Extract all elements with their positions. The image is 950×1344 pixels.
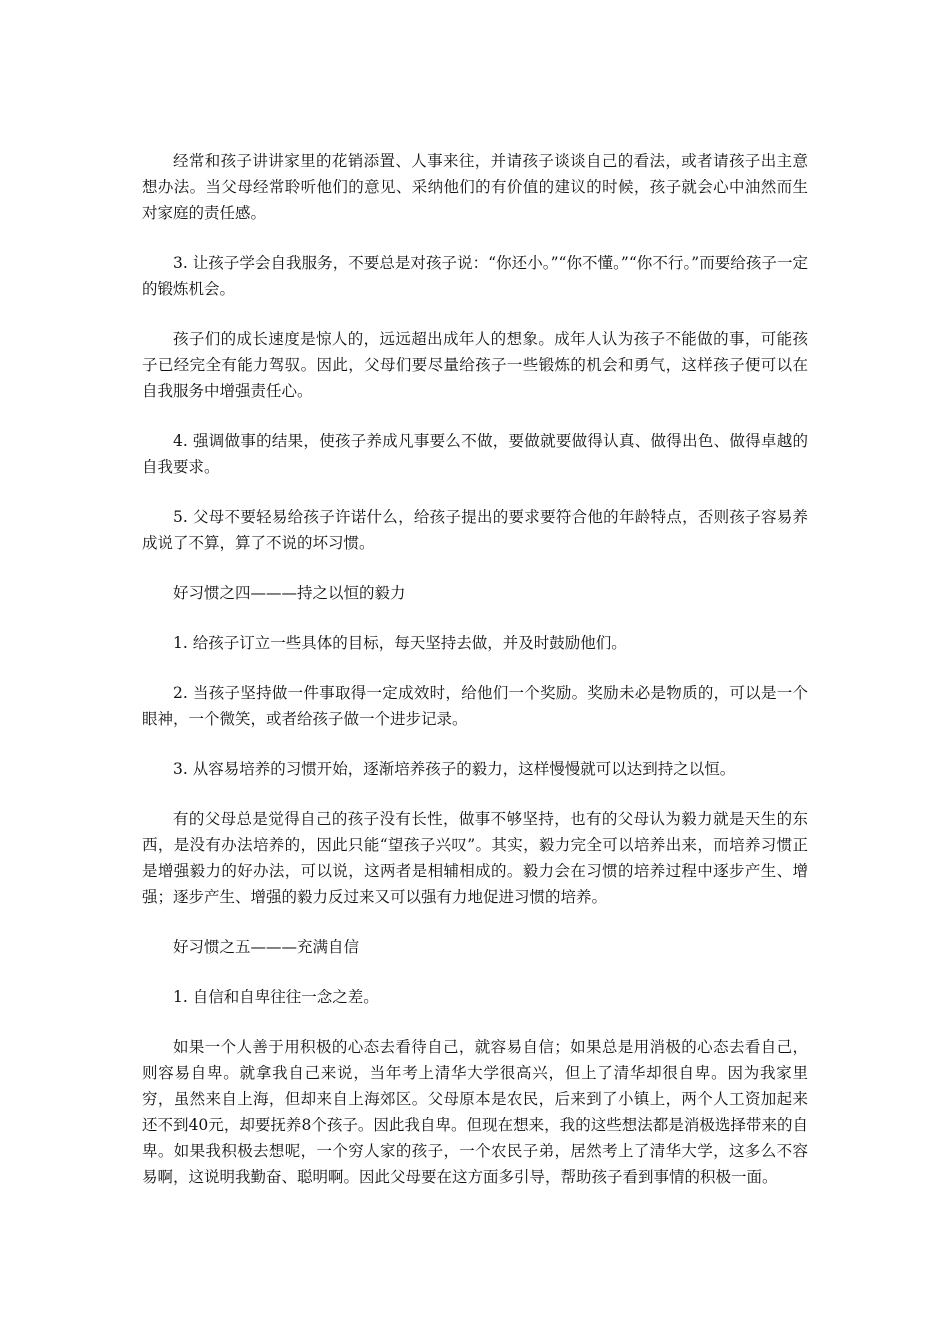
paragraph-point-5-promises: 5. 父母不要轻易给孩子许诺什么，给孩子提出的要求要符合他的年龄特点，否则孩子容易养成说了不算，算了不说的坏习惯。 <box>142 508 808 552</box>
paragraph-habit4-point-3: 3. 从容易培养的习惯开始，逐渐培养孩子的毅力，这样慢慢就可以达到持之以恒。 <box>173 760 736 778</box>
paragraph-perseverance-discussion: 有的父母总是觉得自己的孩子没有长性，做事不够坚持，也有的父母认为毅力就是天生的东西，是没有办法培养的，因此只能“望孩子兴叹”。其实，毅力完全可以培养出来，而培养习惯正是增强毅力的好办法，可以说，这两者是相辅相成的。毅力会在习惯的培养过程中逐步产生、增强；逐步产生、增强的毅力反过来又可以强有力地促进习惯的培养。 <box>142 810 808 906</box>
paragraph-point-4-results: 4. 强调做事的结果，使孩子养成凡事要么不做，要做就要做得认真、做得出色、做得卓越的自我要求。 <box>142 432 808 476</box>
section-heading-habit-5: 好习惯之五———充满自信 <box>173 938 360 956</box>
document-body <box>142 148 808 1214</box>
paragraph-point-3-self-service: 3. 让孩子学会自我服务，不要总是对孩子说：“你还小。”“你不懂。”“你不行。”而要给孩子一定的锻炼机会。 <box>142 254 808 298</box>
paragraph-habit5-point-1: 1. 自信和自卑往往一念之差。 <box>173 988 379 1006</box>
paragraph-habit4-point-1: 1. 给孩子订立一些具体的目标，每天坚持去做，并及时鼓励他们。 <box>173 634 627 652</box>
paragraph-growth-speed: 孩子们的成长速度是惊人的，远远超出成年人的想象。成年人认为孩子不能做的事，可能孩子已经完全有能力驾驭。因此，父母们要尽量给孩子一些锻炼的机会和勇气，这样孩子便可以在自我服务中增强责任心。 <box>142 330 808 400</box>
paragraph-family-responsibility: 经常和孩子讲讲家里的花销添置、人事来往，并请孩子谈谈自己的看法，或者请孩子出主意想办法。当父母经常聆听他们的意见、采纳他们的有价值的建议的时候，孩子就会心中油然而生对家庭的责任感。 <box>142 152 808 222</box>
section-heading-habit-4: 好习惯之四———持之以恒的毅力 <box>173 584 406 602</box>
paragraph-habit4-point-2: 2. 当孩子坚持做一件事取得一定成效时，给他们一个奖励。奖励未必是物质的，可以是一个眼神，一个微笑，或者给孩子做一个进步记录。 <box>142 684 808 728</box>
paragraph-confidence-story: 如果一个人善于用积极的心态去看待自己，就容易自信；如果总是用消极的心态去看自己，则容易自卑。就拿我自己来说，当年考上清华大学很高兴，但上了清华却很自卑。因为我家里穷，虽然来自上海，但却来自上海郊区。父母原本是农民，后来到了小镇上，两个人工资加起来还不到40元，却要抚养8个孩子。因此我自卑。但现在想来，我的这些想法都是消极选择带来的自卑。如果我积极去想呢，一个穷人家的孩子，一个农民子弟，居然考上了清华大学，这多么不容易啊，这说明我勤奋、聪明啊。因此父母要在这方面多引导，帮助孩子看到事情的积极一面。 <box>142 1038 808 1186</box>
